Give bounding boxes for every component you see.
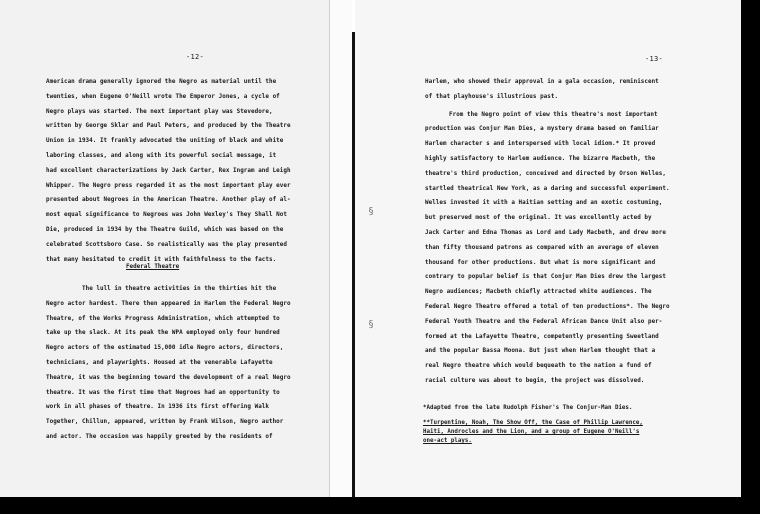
footnote-text: *Adapted from the late Rudolph Fisher's The Conjur-Man Dies. bbox=[423, 405, 633, 411]
text-line: technicians, and playwrights. Housed at the venerable Lafayette bbox=[46, 359, 273, 366]
text-line: twenties, when Eugene O'Neill wrote The Emperor Jones, a cycle of bbox=[46, 93, 280, 100]
text-line: From the Negro point of view this theatre's most important bbox=[449, 111, 658, 118]
text-line: contrary to popular belief is that Conjur Man Dies drew the largest bbox=[425, 274, 666, 281]
footnote-2 bbox=[423, 419, 643, 447]
text-line: Harlem, who showed their approval in a gala occasion, reminiscent bbox=[425, 79, 659, 85]
text-line: Die, produced in 1934 by the Theatre Guild, which was based on the bbox=[46, 226, 284, 233]
text-line: production was Conjur Man Dies, a mystery drama based on familiar bbox=[425, 126, 659, 133]
scan-border-right bbox=[741, 0, 760, 514]
text-line: American drama generally ignored the Negro as material until the bbox=[46, 79, 277, 85]
text-line: most equal significance to Negroes was John Wexley's They Shall Not bbox=[46, 212, 287, 219]
text-line: Negro audiences; Macbeth chiefly attracted white audiences. The bbox=[425, 289, 652, 296]
text-line: presented about Negroes in the American Theatre. Another play of al- bbox=[46, 197, 291, 204]
text-line: Theatre, of the Works Progress Administration, which attempted to bbox=[46, 315, 280, 322]
text-line: Haiti, Androcles and the Lion, and a group of Eugene O'Neill's bbox=[423, 429, 640, 436]
left-page bbox=[0, 0, 330, 497]
text-line: than fifty thousand patrons as compared with an average of eleven bbox=[425, 244, 659, 251]
punch-hole-mark: § bbox=[368, 206, 375, 217]
right-page-body bbox=[425, 75, 670, 389]
text-line: thousand for other productions. But what is more significant and bbox=[425, 259, 656, 266]
text-line: Harlem character s and interspersed with local idiom.* It proved bbox=[425, 141, 656, 148]
text-line: Federal Youth Theatre and the Federal African Dance Unit also per- bbox=[425, 318, 663, 325]
text-line: theatre's third production, conceived and directed by Orson Welles, bbox=[425, 170, 666, 177]
page-number: -12- bbox=[186, 53, 205, 61]
text-line: work in all phases of theatre. In 1936 its first offering Walk bbox=[46, 404, 269, 411]
text-line: real Negro theatre which would bequeath to the nation a fund of bbox=[425, 363, 652, 370]
text-line: written by George Sklar and Paul Peters, and produced by the Theatre bbox=[46, 123, 291, 130]
page-number: -13- bbox=[645, 55, 664, 63]
text-line: Together, Chillun, appeared, written by Frank Wilson, Negro author bbox=[46, 419, 284, 426]
text-line: of that playhouse's illustrious past. bbox=[425, 93, 559, 100]
text-line: take up the slack. At its peak the WPA employed only four hundred bbox=[46, 330, 280, 337]
section-heading: Federal Theatre bbox=[126, 264, 180, 270]
text-line: and the popular Bassa Moona. But just when Harlem thought that a bbox=[425, 348, 656, 355]
right-page bbox=[355, 0, 741, 497]
scan-border-bottom bbox=[0, 497, 760, 514]
text-line: highly satisfactory to Harlem audience. The bizarre Macbeth, the bbox=[425, 155, 656, 162]
text-line: **Turpentine, Noah, The Show Off, the Case of Phillip Lawrence, bbox=[423, 420, 643, 426]
left-page-paragraph-2 bbox=[46, 282, 291, 445]
text-line: Theatre, it was the beginning toward the development of a real Negro bbox=[46, 374, 291, 381]
text-line: one-act plays. bbox=[423, 438, 472, 445]
text-line: theatre. It was the first time that Negroes had an opportunity to bbox=[46, 389, 280, 396]
binding-gutter bbox=[330, 0, 352, 497]
text-line: Union in 1934. It frankly advocated the uniting of black and white bbox=[46, 138, 284, 145]
text-line: but preserved most of the original. It was excellently acted by bbox=[425, 215, 652, 222]
text-line: Negro actors of the estimated 15,000 idle Negro actors, directors, bbox=[46, 345, 284, 352]
text-line: had excellent characterizations by Jack Carter, Rex Ingram and Leigh bbox=[46, 167, 291, 174]
punch-hole-mark: § bbox=[368, 319, 375, 330]
text-line: Jack Carter and Edna Thomas as Lord and Lady Macbeth, and drew more bbox=[425, 229, 666, 236]
text-line: laboring classes, and along with its powerful social message, it bbox=[46, 152, 277, 159]
text-line: racial culture was about to begin, the project was dissolved. bbox=[425, 377, 645, 384]
left-page-paragraph-1 bbox=[46, 75, 291, 267]
text-line: Negro actor hardest. There then appeared in Harlem the Federal Negro bbox=[46, 300, 291, 307]
text-line: Whipper. The Negro press regarded it as the most important play ever bbox=[46, 182, 291, 189]
text-line: and actor. The occasion was happily greeted by the residents of bbox=[46, 433, 273, 440]
text-line: Welles invested it with a Haitian setting and an exotic costuming, bbox=[425, 200, 663, 207]
text-line: Federal Negro Theatre offered a total of ten productions*. The Negro bbox=[425, 303, 670, 310]
text-line: The lull in theatre activities in the thirties hit the bbox=[82, 286, 277, 292]
text-line: celebrated Scottsboro Case. So realistically was the play presented bbox=[46, 241, 287, 248]
text-line: that many hesitated to credit it with faithfulness to the facts. bbox=[46, 256, 277, 263]
text-line: startled theatrical New York, as a daring and successful experiment. bbox=[425, 185, 670, 192]
text-line: formed at the Lafayette Theatre, competently presenting Sweetland bbox=[425, 333, 659, 340]
text-line: Negro plays was started. The next important play was Stevedore, bbox=[46, 108, 273, 115]
footnote-1 bbox=[423, 404, 632, 413]
